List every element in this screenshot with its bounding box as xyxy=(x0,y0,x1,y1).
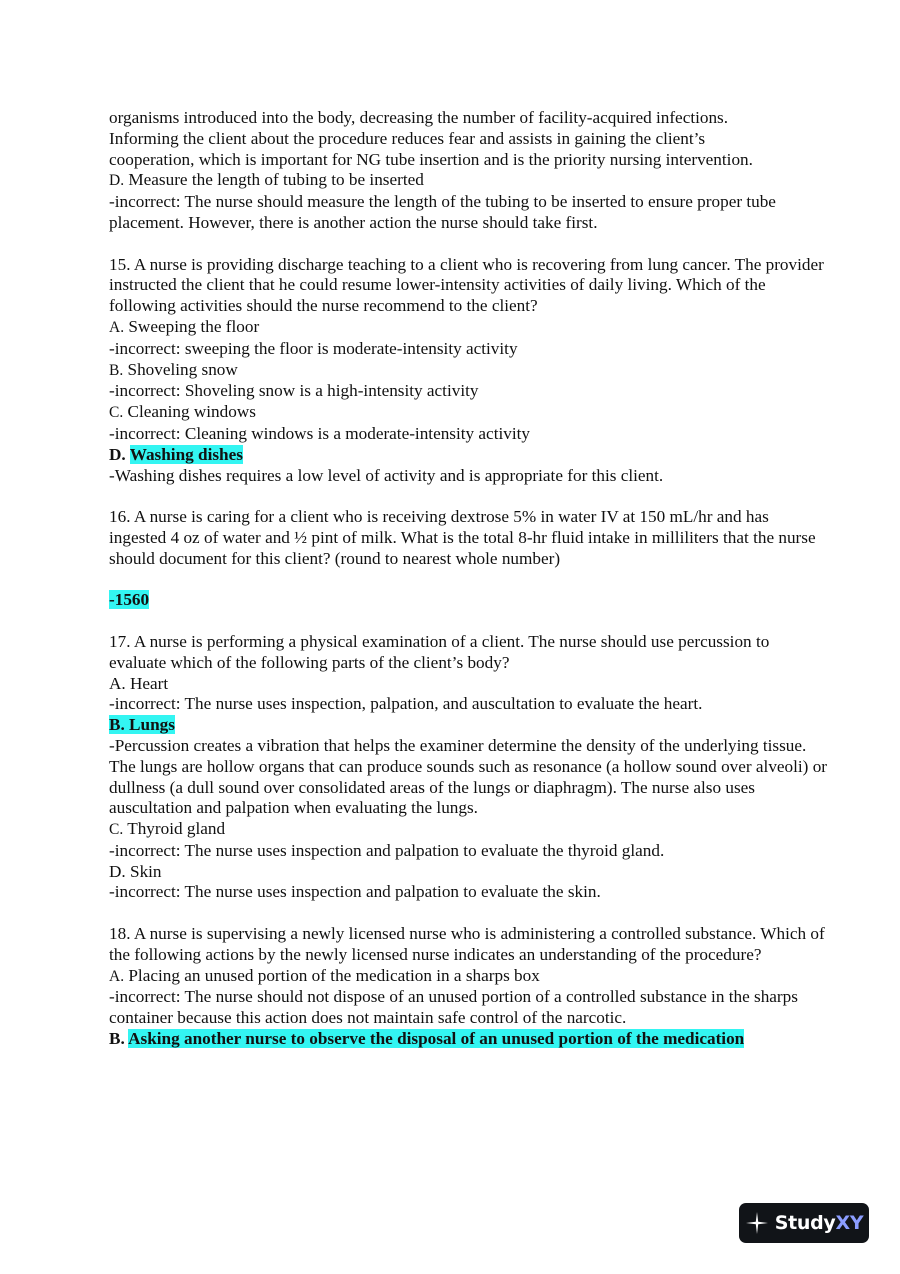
question-17: 17. A nurse is performing a physical examination of a client. The nurse should use percussion to evaluate which of the following parts of the client’s body? xyxy=(109,631,770,672)
q15-answer-rationale: -Washing dishes requires a low level of activity and is appropriate for this client. xyxy=(109,465,664,485)
q18-option-a xyxy=(109,966,829,988)
option-text: Shoveling snow xyxy=(127,359,238,379)
option-d xyxy=(109,170,829,192)
answer-highlight: Washing dishes xyxy=(129,444,243,464)
q15-option-c-rationale: -incorrect: Cleaning windows is a moderate-intensity activity xyxy=(109,423,530,443)
q17-option-c xyxy=(109,819,829,841)
q15-option-c xyxy=(109,402,829,424)
q15-answer xyxy=(109,445,829,466)
option-text: Sweeping the floor xyxy=(128,316,260,336)
option-text: Measure the length of tubing to be inserted xyxy=(128,170,424,190)
answer-letter: D. xyxy=(109,444,126,464)
logo-text xyxy=(775,1212,864,1234)
q17-answer xyxy=(109,715,829,736)
answer-highlight: -1560 xyxy=(109,590,150,610)
logo-brand-accent: XY xyxy=(835,1212,864,1234)
option-text: Placing an unused portion of the medication in a sharps box xyxy=(128,965,540,985)
answer-letter: B. xyxy=(109,1029,125,1049)
question-16: 16. A nurse is caring for a client who is receiving dextrose 5% in water IV at 150 mL/hr and has ingested 4 oz of water and ½ pint of milk. What is the total 8-hr fluid intake in milliliters that the nurse should document for this client? (round to nearest whole number) xyxy=(109,507,816,568)
q18-option-a-rationale: -incorrect: The nurse should not dispose of an unused portion of a controlled substance in the sharps container because this action does not maintain safe control of the narcotic. xyxy=(109,987,798,1028)
studyxy-logo[interactable] xyxy=(739,1203,869,1243)
document-page xyxy=(109,108,829,1050)
intro-line: cooperation, which is important for NG tube insertion and is the priority nursing intervention. xyxy=(109,149,753,169)
option-text: Thyroid gland xyxy=(127,819,226,839)
q15-option-b-rationale: -incorrect: Shoveling snow is a high-intensity activity xyxy=(109,381,479,401)
option-text: Cleaning windows xyxy=(127,402,256,422)
q16-answer xyxy=(109,590,829,611)
option-letter: B. xyxy=(109,361,124,379)
q17-option-a: A. Heart xyxy=(109,673,169,693)
option-letter: A. xyxy=(109,318,125,336)
q18-answer xyxy=(109,1029,829,1050)
logo-brand-main: Study xyxy=(774,1212,836,1234)
intro-line: organisms introduced into the body, decreasing the number of facility-acquired infections. xyxy=(109,108,729,127)
option-letter: A. xyxy=(109,967,125,985)
q17-option-a-rationale: -incorrect: The nurse uses inspection, palpation, and auscultation to evaluate the heart. xyxy=(109,694,703,714)
q17-option-d: D. Skin xyxy=(109,861,162,881)
plus-sparkle-icon xyxy=(745,1211,769,1235)
q15-option-b xyxy=(109,360,829,382)
option-letter: C. xyxy=(109,404,124,422)
q15-option-a-rationale: -incorrect: sweeping the floor is moderate-intensity activity xyxy=(109,338,518,358)
intro-line: Informing the client about the procedure reduces fear and assists in gaining the client’s xyxy=(109,128,706,148)
question-18: 18. A nurse is supervising a newly licensed nurse who is administering a controlled substance. Which of the following actions by the newly licensed nurse indicates an understanding of the procedure? xyxy=(109,924,825,964)
option-rationale: -incorrect: The nurse should measure the length of the tubing to be inserted to ensure proper tube placement. However, there is another action the nurse should take first. xyxy=(109,192,776,232)
q17-option-c-rationale: -incorrect: The nurse uses inspection and palpation to evaluate the thyroid gland. xyxy=(109,840,665,860)
question-15: 15. A nurse is providing discharge teaching to a client who is recovering from lung cancer. The provider instructed the client that he could resume lower-intensity activities of daily living. Which of the following activities should the nurse recommend to the client? xyxy=(109,254,824,316)
answer-highlight: Asking another nurse to observe the disposal of an unused portion of the medication xyxy=(128,1029,745,1049)
q17-option-d-rationale: -incorrect: The nurse uses inspection and palpation to evaluate the skin. xyxy=(109,882,601,902)
option-letter: C. xyxy=(109,821,124,839)
answer-highlight: B. Lungs xyxy=(109,715,175,735)
option-letter: D. xyxy=(109,172,125,190)
q17-answer-rationale: -Percussion creates a vibration that helps the examiner determine the density of the underlying tissue. The lungs are hollow organs that can produce sounds such as resonance (a hollow sound over alveoli) or dullness (a dull sound over consolidated areas of the lungs or diaphragm). The nurse also uses auscultation and palpation when evaluating the lungs. xyxy=(109,735,828,818)
q15-option-a xyxy=(109,317,829,339)
